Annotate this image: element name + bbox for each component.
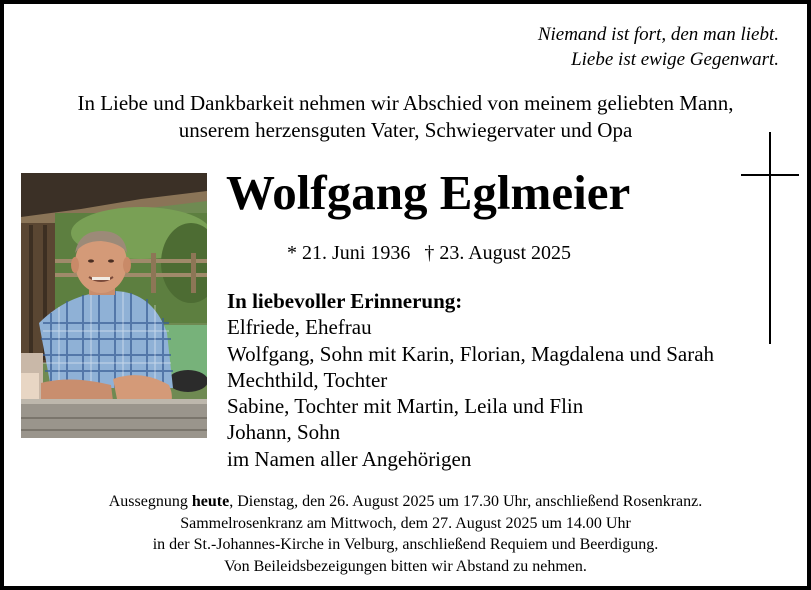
quote-line-2: Liebe ist ewige Gegenwart. (571, 49, 779, 70)
birth-date: * 21. Juni 1936 (287, 242, 411, 264)
mourner-line: im Namen aller Angehörigen (227, 446, 472, 471)
deceased-name: Wolfgang Eglmeier (226, 165, 631, 220)
life-dates (287, 240, 571, 266)
death-date: † 23. August 2025 (424, 242, 572, 264)
mourners-heading: In liebevoller Erinnerung: (227, 289, 463, 313)
service-line-1-start: Aussegnung (108, 493, 192, 510)
mourner-line: Mechthild, Tochter (227, 367, 388, 392)
mourners-list (227, 288, 714, 472)
service-line-3: in der St.-Johannes-Kirche in Velburg, anschließend Requiem und Beerdigung. (152, 536, 659, 553)
service-line-1 (4, 491, 807, 513)
quote-line-1: Niemand ist fort, den man liebt. (537, 24, 779, 45)
service-line-4: Von Beileidsbezeigungen bitten wir Abstand zu nehmen. (224, 557, 587, 575)
mourner-line: Johann, Sohn (227, 420, 341, 445)
mourner-line: Sabine, Tochter mit Martin, Leila und Flin (227, 394, 584, 419)
intro-text (4, 90, 807, 144)
service-line-2: Sammelrosenkranz am Mittwoch, dem 27. August 2025 um 14.00 Uhr (180, 514, 631, 532)
cross-icon (741, 132, 799, 344)
service-details (4, 491, 807, 577)
mourner-line: Wolfgang, Sohn mit Karin, Florian, Magdalena und Sarah (227, 341, 715, 366)
service-today: heute (191, 493, 230, 510)
epitaph-quote (538, 22, 779, 72)
portrait-photo (21, 173, 207, 438)
intro-line-2: unserem herzensguten Vater, Schwiegervater und Opa (178, 118, 633, 142)
service-line-1-end: , Dienstag, den 26. August 2025 um 17.30 Uhr, anschließend Rosenkranz. (229, 493, 703, 510)
intro-line-1: In Liebe und Dankbarkeit nehmen wir Abschied von meinem geliebten Mann, (77, 91, 734, 115)
mourner-line: Elfriede, Ehefrau (227, 315, 372, 340)
